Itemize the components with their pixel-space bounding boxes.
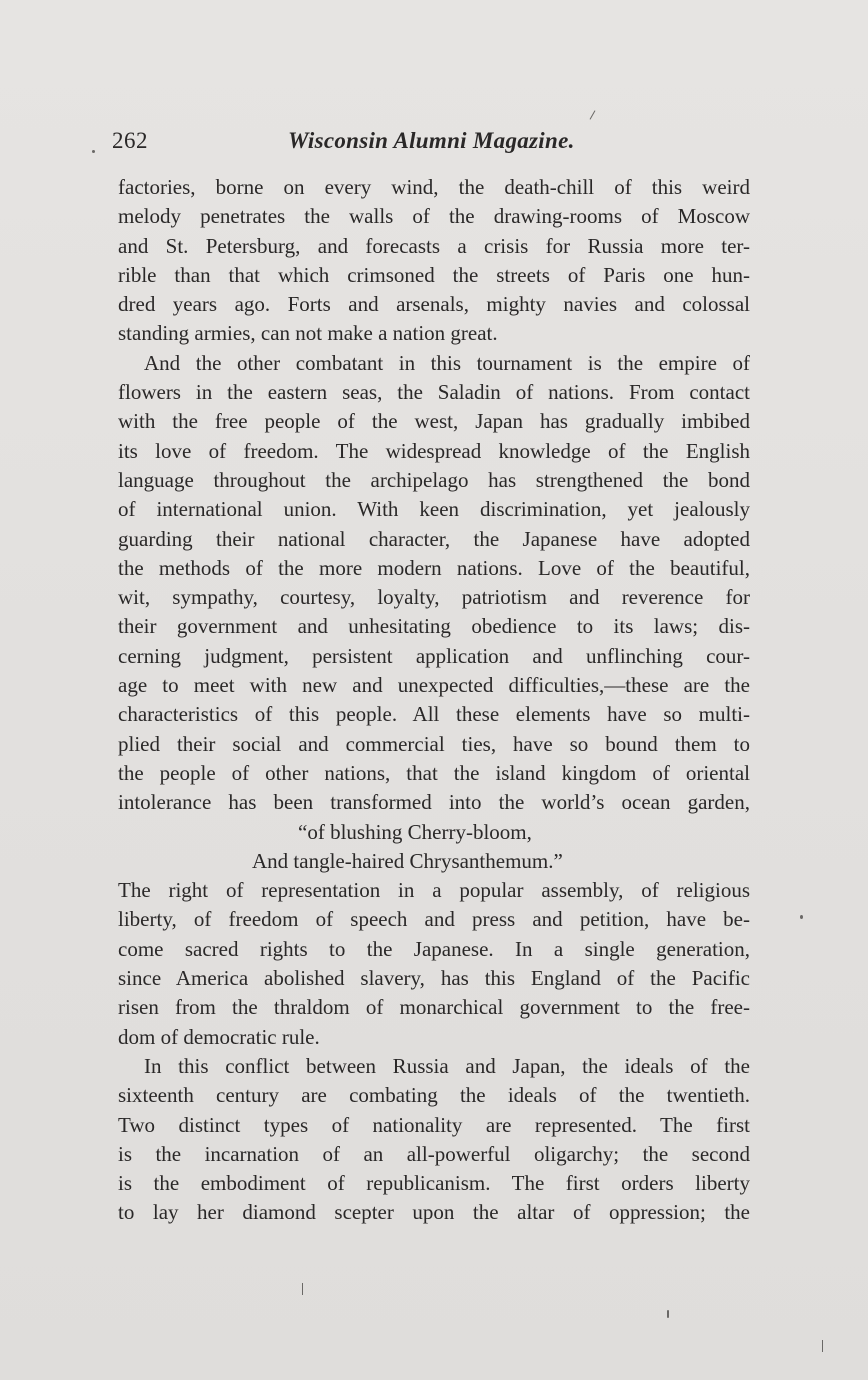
- text-line: rible than that which crimsoned the streets of Paris one hun-: [118, 262, 750, 287]
- scan-speck: [302, 1283, 303, 1295]
- text-line: dom of democratic rule.: [118, 1024, 320, 1049]
- scan-speck: [822, 1340, 823, 1352]
- scan-speck: [667, 1310, 669, 1318]
- verse-line: “of blushing Cherry-bloom,: [298, 819, 532, 844]
- verse-line: And tangle-haired Chrysanthemum.”: [252, 848, 563, 873]
- text-line: come sacred rights to the Japanese. In a single generation,: [118, 936, 750, 961]
- scan-speck: [92, 150, 95, 153]
- running-title: Wisconsin Alumni Magazine.: [288, 128, 575, 153]
- text-line: cerning judgment, persistent application and unflinching cour-: [118, 643, 750, 668]
- text-line: their government and unhesitating obedience to its laws; dis-: [118, 614, 750, 639]
- text-line: age to meet with new and unexpected difficulties,—these are the: [118, 673, 750, 698]
- text-line: is the embodiment of republicanism. The first orders liberty: [118, 1171, 750, 1196]
- text-line: intolerance has been transformed into the world’s ocean garden,: [118, 790, 750, 815]
- text-line: wit, sympathy, courtesy, loyalty, patriotism and reverence for: [118, 585, 750, 610]
- text-line: to lay her diamond scepter upon the altar of oppression; the: [118, 1200, 750, 1225]
- text-line: melody penetrates the walls of the drawing-rooms of Moscow: [118, 204, 750, 229]
- text-line: and St. Petersburg, and forecasts a crisis for Russia more ter-: [118, 233, 750, 258]
- text-line: is the incarnation of an all-powerful oligarchy; the second: [118, 1141, 750, 1166]
- text-line: of international union. With keen discrimination, yet jealously: [118, 497, 750, 522]
- text-line: risen from the thraldom of monarchical government to the free-: [118, 995, 750, 1020]
- text-line: sixteenth century are combating the ideals of the twentieth.: [118, 1083, 750, 1108]
- text-line: guarding their national character, the Japanese have adopted: [118, 526, 750, 551]
- page-number: 262: [112, 128, 148, 153]
- text-line: with the free people of the west, Japan has gradually imbibed: [118, 409, 750, 434]
- text-line: characteristics of this people. All these elements have so multi-: [118, 702, 750, 727]
- text-line: flowers in the eastern seas, the Saladin of nations. From contact: [118, 380, 750, 405]
- text-line: plied their social and commercial ties, have so bound them to: [118, 731, 750, 756]
- text-line: standing armies, can not make a nation great.: [118, 321, 498, 346]
- body-text: [118, 173, 750, 1228]
- text-line: since America abolished slavery, has this England of the Pacific: [118, 966, 750, 991]
- text-line: dred years ago. Forts and arsenals, mighty navies and colossal: [118, 292, 750, 317]
- scan-speck: [590, 110, 596, 119]
- text-line: And the other combatant in this tournament is the empire of: [144, 350, 750, 375]
- text-line: The right of representation in a popular assembly, of religious: [118, 878, 750, 903]
- text-line: language throughout the archipelago has strengthened the bond: [118, 467, 750, 492]
- text-line: In this conflict between Russia and Japan, the ideals of the: [144, 1053, 750, 1078]
- text-line: Two distinct types of nationality are represented. The first: [118, 1112, 750, 1137]
- text-line: factories, borne on every wind, the death-chill of this weird: [118, 175, 750, 199]
- text-line: liberty, of freedom of speech and press and petition, have be-: [118, 907, 750, 932]
- page-header: [112, 128, 752, 162]
- text-line: the methods of the more modern nations. Love of the beautiful,: [118, 555, 750, 580]
- scan-speck: [800, 915, 803, 919]
- text-line: its love of freedom. The widespread knowledge of the English: [118, 438, 750, 463]
- text-line: the people of other nations, that the island kingdom of oriental: [118, 760, 750, 785]
